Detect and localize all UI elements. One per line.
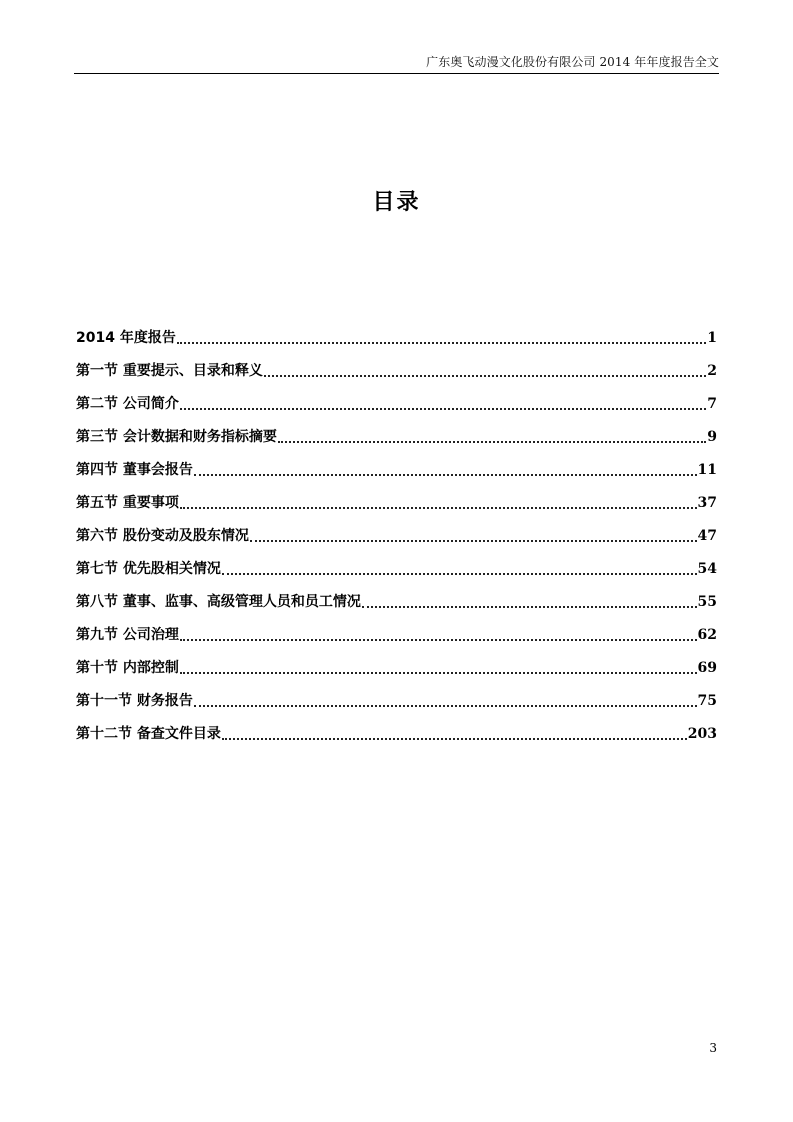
toc-entry-annual-report[interactable]	[76, 318, 717, 351]
toc-entry-label: 第五节 重要事项	[76, 495, 179, 511]
dot-leader	[177, 342, 706, 344]
dot-leader	[180, 639, 697, 641]
toc-entry-label: 第八节 董事、监事、高级管理人员和员工情况	[76, 594, 361, 610]
toc-entry-section-4[interactable]	[76, 450, 717, 483]
toc-title: 目录	[372, 190, 421, 215]
toc-entry-section-6[interactable]	[76, 516, 717, 549]
toc-entry-section-9[interactable]	[76, 615, 717, 648]
dot-leader	[264, 375, 706, 377]
dot-leader	[222, 738, 687, 740]
toc-entry-section-10[interactable]	[76, 648, 717, 681]
toc-entry-label: 2014 年度报告	[76, 330, 176, 346]
toc-entry-page: 2	[707, 363, 717, 379]
header-divider	[74, 73, 719, 74]
toc-entry-page: 75	[697, 693, 717, 709]
dot-leader	[180, 408, 706, 410]
dot-leader	[194, 705, 697, 707]
page-number: 3	[709, 1041, 717, 1055]
toc-entry-page: 69	[697, 660, 717, 676]
dot-leader	[250, 540, 697, 542]
toc-entry-page: 11	[697, 462, 717, 478]
toc-entry-label: 第二节 公司简介	[76, 396, 179, 412]
table-of-contents	[76, 318, 717, 747]
dot-leader	[180, 507, 697, 509]
toc-entry-label: 第十二节 备查文件目录	[76, 726, 221, 742]
toc-entry-section-7[interactable]	[76, 549, 717, 582]
toc-entry-page: 47	[697, 528, 717, 544]
toc-entry-section-12[interactable]	[76, 714, 717, 747]
toc-entry-label: 第十节 内部控制	[76, 660, 179, 676]
dot-leader	[362, 606, 697, 608]
toc-entry-label: 第三节 会计数据和财务指标摘要	[76, 429, 277, 445]
toc-entry-label: 第七节 优先股相关情况	[76, 561, 221, 577]
toc-entry-page: 7	[707, 396, 717, 412]
toc-entry-section-11[interactable]	[76, 681, 717, 714]
toc-entry-page: 54	[697, 561, 717, 577]
running-header: 广东奥飞动漫文化股份有限公司 2014 年年度报告全文	[426, 55, 719, 69]
toc-entry-page: 55	[697, 594, 717, 610]
toc-entry-page: 203	[687, 726, 717, 742]
toc-entry-page: 1	[707, 330, 717, 346]
toc-entry-section-8[interactable]	[76, 582, 717, 615]
toc-entry-section-3[interactable]	[76, 417, 717, 450]
toc-entry-section-2[interactable]	[76, 384, 717, 417]
toc-entry-label: 第六节 股份变动及股东情况	[76, 528, 249, 544]
dot-leader	[194, 474, 697, 476]
toc-entry-label: 第十一节 财务报告	[76, 693, 193, 709]
toc-entry-page: 37	[697, 495, 717, 511]
dot-leader	[278, 441, 706, 443]
toc-entry-section-1[interactable]	[76, 351, 717, 384]
toc-entry-section-5[interactable]	[76, 483, 717, 516]
toc-entry-label: 第九节 公司治理	[76, 627, 179, 643]
toc-entry-label: 第一节 重要提示、目录和释义	[76, 363, 263, 379]
toc-entry-page: 9	[707, 429, 717, 445]
toc-entry-label: 第四节 董事会报告	[76, 462, 193, 478]
dot-leader	[222, 573, 697, 575]
dot-leader	[180, 672, 697, 674]
toc-entry-page: 62	[697, 627, 717, 643]
